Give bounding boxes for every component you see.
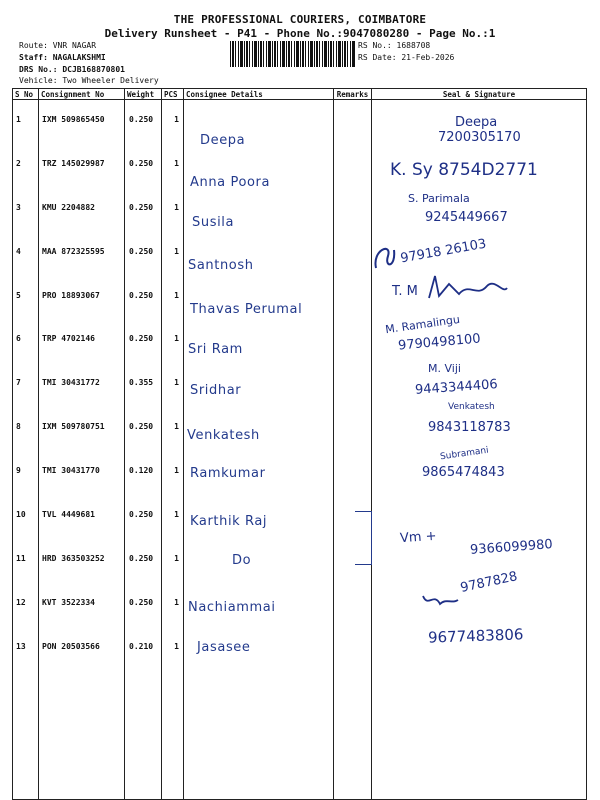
weight-cell: 0.250 bbox=[129, 422, 154, 432]
pcs-cell: 1 bbox=[174, 641, 179, 651]
consignee-name: Sridhar bbox=[190, 383, 242, 398]
barcode bbox=[230, 41, 355, 67]
sno-cell: 2 bbox=[16, 158, 21, 168]
weight-cell: 0.250 bbox=[129, 158, 154, 168]
col-consignment: Consignment No bbox=[39, 89, 125, 100]
sno-cell: 13 bbox=[16, 641, 26, 651]
consignee-name: Venkatesh bbox=[187, 428, 260, 443]
signature-text: 9443344406 bbox=[414, 377, 499, 398]
sno-cell: 11 bbox=[16, 553, 26, 563]
sno-cell: 12 bbox=[16, 597, 26, 607]
pcs-cell: 1 bbox=[174, 202, 179, 212]
signature-text: Venkatesh bbox=[448, 402, 495, 412]
weight-cell: 0.210 bbox=[129, 641, 154, 651]
sno-cell: 10 bbox=[16, 510, 26, 520]
consignee-name: Deepa bbox=[200, 133, 246, 148]
col-consignee: Consignee Details bbox=[184, 89, 334, 100]
consignee-name: Sri Ram bbox=[188, 342, 243, 357]
signature-text: K. Sy 8754D2771 bbox=[390, 160, 538, 180]
consignment-cell: TMI 30431772 bbox=[42, 378, 100, 388]
weight-cell: 0.120 bbox=[129, 466, 154, 476]
runsheet-table bbox=[12, 88, 587, 800]
consignment-cell: PRO 18893067 bbox=[42, 290, 100, 300]
sno-cell: 8 bbox=[16, 422, 21, 432]
consignment-cell: TVL 4449681 bbox=[42, 510, 95, 520]
pcs-cell: 1 bbox=[174, 597, 179, 607]
consignment-cell: KVT 3522334 bbox=[42, 597, 95, 607]
signature-text: 9865474843 bbox=[422, 465, 505, 480]
staff-label: Staff: NAGALAKSHMI bbox=[19, 53, 106, 62]
weight-cell: 0.250 bbox=[129, 115, 154, 124]
table-row bbox=[13, 319, 587, 363]
pcs-cell: 1 bbox=[174, 334, 179, 344]
pcs-cell: 1 bbox=[174, 378, 179, 388]
signature-text: 9245449667 bbox=[425, 210, 508, 225]
pcs-cell: 1 bbox=[174, 422, 179, 432]
route-label: Route: VNR NAGAR bbox=[19, 41, 97, 50]
pcs-cell: 1 bbox=[174, 290, 179, 300]
sno-cell: 1 bbox=[16, 115, 21, 124]
consignment-cell: TRP 4702146 bbox=[42, 334, 95, 344]
sno-cell: 5 bbox=[16, 290, 21, 300]
weight-cell: 0.250 bbox=[129, 597, 154, 607]
weight-cell: 0.250 bbox=[129, 202, 154, 212]
signature-text: M. Viji bbox=[428, 362, 461, 375]
table-row bbox=[13, 583, 587, 627]
consignee-name: Ramkumar bbox=[190, 466, 266, 481]
signature-text: T. M bbox=[392, 284, 418, 299]
col-weight: Weight bbox=[125, 89, 162, 100]
rs-number: RS No.: 1688708 bbox=[358, 41, 431, 50]
col-pcs: PCS bbox=[162, 89, 184, 100]
table-header-row bbox=[13, 89, 587, 100]
consignment-cell: PON 20503566 bbox=[42, 641, 100, 651]
signature-text: 9843118783 bbox=[428, 420, 511, 435]
signature-scrawl bbox=[420, 588, 460, 610]
table-filler-row bbox=[13, 671, 587, 800]
consignment-cell: KMU 2204882 bbox=[42, 202, 95, 212]
col-sno: S No bbox=[13, 89, 39, 100]
bracket-mark bbox=[355, 511, 372, 565]
consignee-name: Nachiammai bbox=[188, 600, 276, 615]
pcs-cell: 1 bbox=[174, 115, 179, 124]
sno-cell: 9 bbox=[16, 466, 21, 476]
consignment-cell: MAA 872325595 bbox=[42, 246, 105, 256]
signature-text: 97918 26103 bbox=[399, 236, 488, 267]
signature-text: Vm + bbox=[399, 528, 438, 547]
table-row bbox=[13, 232, 587, 276]
pcs-cell: 1 bbox=[174, 246, 179, 256]
consignee-name: Anna Poora bbox=[190, 175, 271, 190]
signature-text: 9787828 bbox=[459, 569, 519, 596]
rs-date: RS Date: 21-Feb-2026 bbox=[358, 53, 455, 62]
table-row bbox=[13, 495, 587, 539]
table-row bbox=[13, 363, 587, 407]
consignment-cell: IXM 509780751 bbox=[42, 422, 105, 432]
col-signature: Seal & Signature bbox=[372, 89, 587, 100]
weight-cell: 0.355 bbox=[129, 378, 154, 388]
sno-cell: 6 bbox=[16, 334, 21, 344]
sno-cell: 4 bbox=[16, 246, 21, 256]
signature-scrawl bbox=[370, 238, 400, 274]
drs-number: DRS No.: DCJB168870801 bbox=[19, 65, 125, 74]
consignee-name: Jasasee bbox=[197, 640, 251, 655]
signature-text: 9790498100 bbox=[397, 331, 482, 354]
weight-cell: 0.250 bbox=[129, 334, 154, 344]
vehicle-label: Vehicle: Two Wheeler Delivery bbox=[19, 76, 159, 85]
signature-text: 9677483806 bbox=[427, 625, 524, 647]
weight-cell: 0.250 bbox=[129, 246, 154, 256]
runsheet-subtitle: Delivery Runsheet - P41 - Phone No.:9047080280 - Page No.:1 bbox=[104, 27, 496, 40]
pcs-cell: 1 bbox=[174, 553, 179, 563]
consignee-name: Do bbox=[232, 553, 252, 568]
signature-text: Subramani bbox=[439, 445, 490, 463]
pcs-cell: 1 bbox=[174, 158, 179, 168]
consignment-cell: TRZ 145029987 bbox=[42, 158, 105, 168]
signature-text: M. Ramalingu bbox=[384, 312, 461, 337]
consignee-name: Susila bbox=[192, 215, 235, 230]
consignee-name: Karthik Raj bbox=[190, 514, 268, 529]
signature-text: 9366099980 bbox=[469, 537, 554, 558]
consignee-name: Thavas Perumal bbox=[190, 302, 303, 317]
signature-text: S. Parimala bbox=[408, 192, 470, 205]
consignment-cell: HRD 363503252 bbox=[42, 553, 105, 563]
consignment-cell: IXM 509865450 bbox=[42, 115, 105, 124]
consignment-cell: TMI 30431770 bbox=[42, 466, 100, 476]
col-remarks: Remarks bbox=[334, 89, 372, 100]
weight-cell: 0.250 bbox=[129, 290, 154, 300]
consignee-name: Santnosh bbox=[188, 258, 254, 273]
company-title: THE PROFESSIONAL COURIERS, COIMBATORE bbox=[173, 13, 427, 26]
signature-text: 7200305170 bbox=[438, 130, 521, 145]
sno-cell: 3 bbox=[16, 202, 21, 212]
sno-cell: 7 bbox=[16, 378, 21, 388]
pcs-cell: 1 bbox=[174, 510, 179, 520]
signature-scrawl bbox=[425, 272, 510, 304]
signature-text: Deepa bbox=[455, 115, 498, 130]
weight-cell: 0.250 bbox=[129, 510, 154, 520]
weight-cell: 0.250 bbox=[129, 553, 154, 563]
pcs-cell: 1 bbox=[174, 466, 179, 476]
